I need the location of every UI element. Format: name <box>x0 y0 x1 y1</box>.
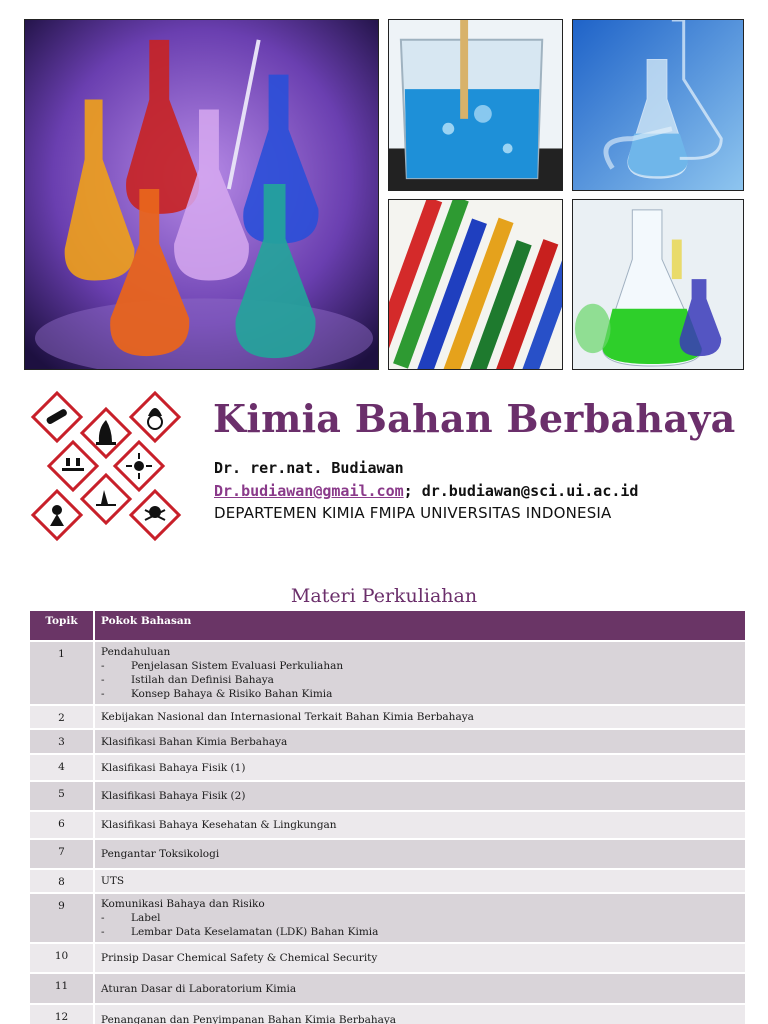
pokok-bahasan-cell <box>94 781 745 811</box>
pokok-bahasan-text: UTS <box>101 875 125 887</box>
photo-colored-flasks <box>24 19 379 370</box>
sub-topic: - Istilah dan Definisi Bahaya <box>101 674 274 686</box>
contact-emails <box>214 482 638 500</box>
pokok-bahasan-cell <box>94 811 745 839</box>
table-row <box>30 729 745 754</box>
topik-number: 4 <box>30 754 94 781</box>
table-row <box>30 781 745 811</box>
department: DEPARTEMEN KIMIA FMIPA UNIVERSITAS INDONESIA <box>214 504 612 522</box>
table-header-row <box>30 611 745 641</box>
sub-topic: - Penjelasan Sistem Evaluasi Perkuliahan <box>101 660 344 672</box>
pokok-bahasan-cell <box>94 729 745 754</box>
sub-topic: - Label <box>101 912 161 924</box>
photo-beaker-blue <box>388 19 563 191</box>
pokok-bahasan-text: Klasifikasi Bahaya Fisik (2) <box>101 790 246 802</box>
pokok-bahasan-cell <box>94 641 745 705</box>
table-row <box>30 641 745 705</box>
pokok-bahasan-cell <box>94 973 745 1004</box>
pokok-bahasan-text: Kebijakan Nasional dan Internasional Terkait Bahan Kimia Berbahaya <box>101 711 474 723</box>
pokok-bahasan-cell <box>94 1004 745 1024</box>
topik-number: 5 <box>30 781 94 811</box>
header-pokok-bahasan: Pokok Bahasan <box>94 611 745 641</box>
corrosive-icon <box>49 442 97 490</box>
author-name: Dr. rer.nat. Budiawan <box>214 459 404 477</box>
header-topik: Topik <box>30 611 94 641</box>
topik-number: 3 <box>30 729 94 754</box>
pokok-bahasan-text: Pengantar Toksikologi <box>101 848 220 860</box>
topik-number: 10 <box>30 943 94 973</box>
topik-number: 2 <box>30 705 94 729</box>
table-row <box>30 705 745 729</box>
table-row <box>30 811 745 839</box>
table-body <box>30 641 745 1024</box>
pokok-bahasan-cell <box>94 754 745 781</box>
photo-flask-blue <box>572 19 744 191</box>
topik-number: 7 <box>30 839 94 869</box>
pokok-bahasan-cell <box>94 869 745 893</box>
email-secondary: dr.budiawan@sci.ui.ac.id <box>421 482 639 500</box>
course-materials-table <box>30 611 745 1024</box>
section-title: Materi Perkuliahan <box>290 585 478 607</box>
pokok-bahasan-text: Aturan Dasar di Laboratorium Kimia <box>101 982 297 995</box>
photo-flask-green <box>572 199 744 370</box>
oxidizer-icon <box>131 393 179 441</box>
table-row <box>30 943 745 973</box>
topik-number: 8 <box>30 869 94 893</box>
topik-number: 6 <box>30 811 94 839</box>
table-row <box>30 893 745 943</box>
table-row <box>30 839 745 869</box>
pokok-bahasan-text: Pendahuluan <box>101 646 171 658</box>
pokok-bahasan-cell <box>94 839 745 869</box>
pokok-bahasan-cell <box>94 705 745 729</box>
pokok-bahasan-text: Komunikasi Bahaya dan Risiko <box>101 898 265 910</box>
pokok-bahasan-text: Klasifikasi Bahaya Fisik (1) <box>101 761 246 774</box>
pokok-bahasan-text: Klasifikasi Bahan Kimia Berbahaya <box>101 735 288 748</box>
document-title: Kimia Bahan Berbahaya <box>213 396 736 441</box>
pokok-bahasan-cell <box>94 893 745 943</box>
topik-number: 1 <box>30 641 94 705</box>
topik-number: 12 <box>30 1004 94 1024</box>
photo-test-tubes <box>388 199 563 370</box>
pokok-bahasan-cell <box>94 943 745 973</box>
table-row <box>30 869 745 893</box>
table-row <box>30 973 745 1004</box>
table-row <box>30 1004 745 1024</box>
sub-topic: - Konsep Bahaya & Risiko Bahan Kimia <box>101 688 333 700</box>
topik-number: 11 <box>30 973 94 1004</box>
pokok-bahasan-text: Penanganan dan Penyimpanan Bahan Kimia Berbahaya <box>101 1013 397 1024</box>
email-separator: ; <box>403 482 413 500</box>
topik-number: 9 <box>30 893 94 943</box>
email-primary-link[interactable]: Dr.budiawan@gmail.com <box>214 482 404 500</box>
pokok-bahasan-text: Prinsip Dasar Chemical Safety & Chemical Security <box>101 952 378 964</box>
pokok-bahasan-text: Klasifikasi Bahaya Kesehatan & Lingkungan <box>101 819 337 831</box>
hazard-pictograms-logo <box>26 386 188 550</box>
sub-topic: - Lembar Data Keselamatan (LDK) Bahan Kimia <box>101 926 379 938</box>
table-row <box>30 754 745 781</box>
